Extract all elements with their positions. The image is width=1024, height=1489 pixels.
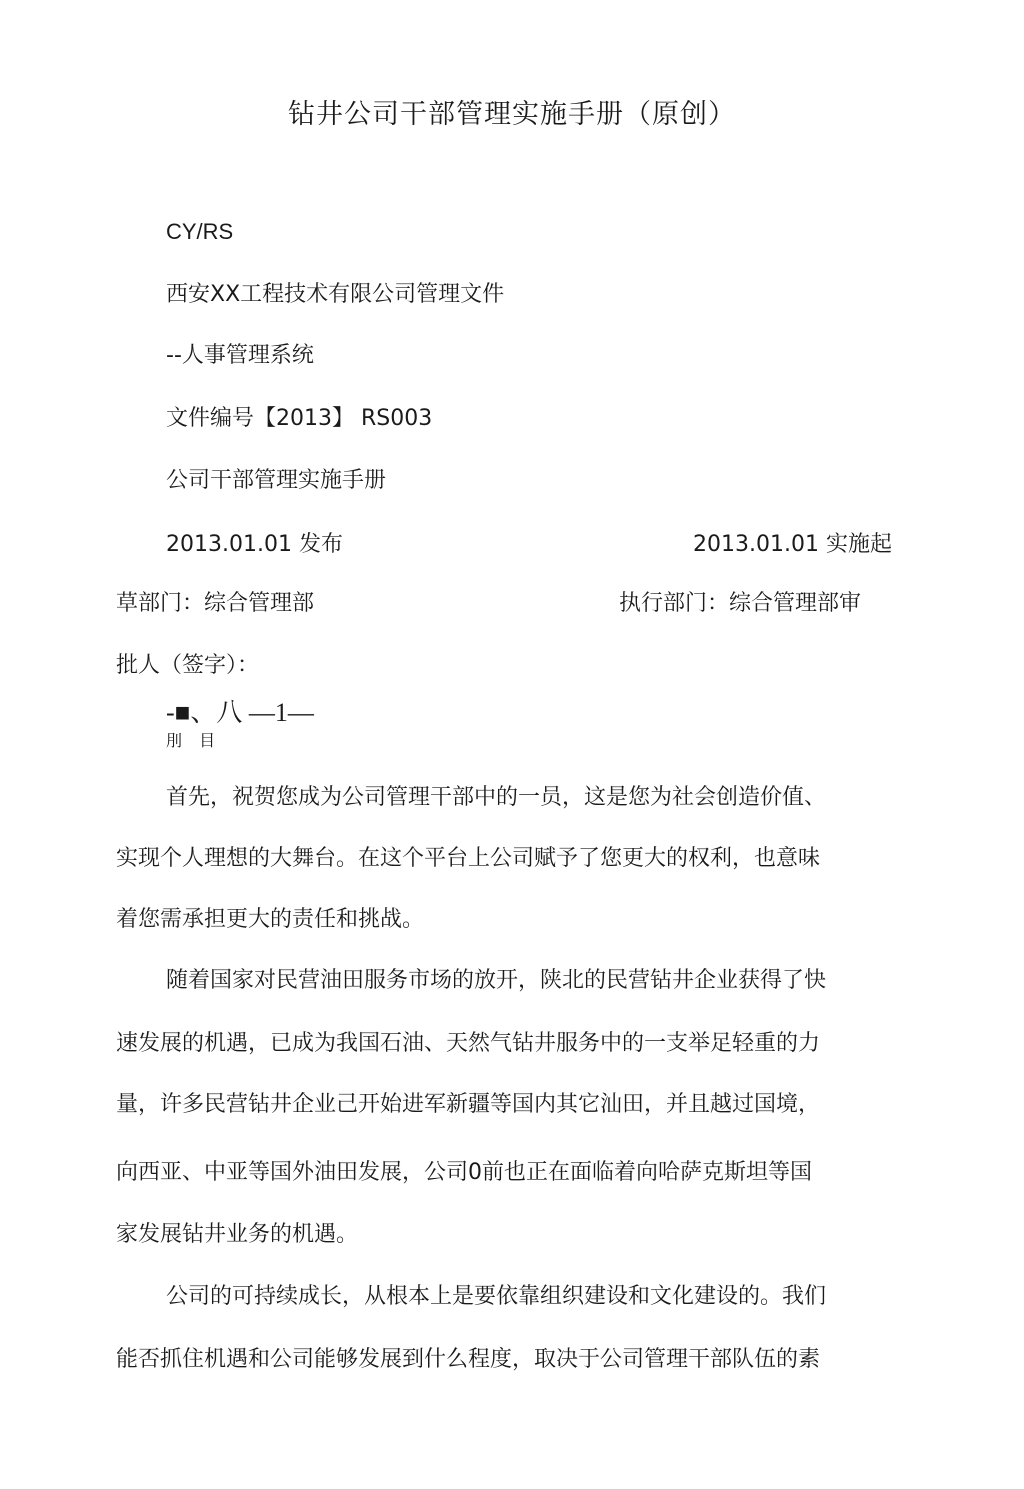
body-line: 实现个人理想的大舞台。在这个平台上公司赋予了您更大的权利，也意味 xyxy=(116,846,821,871)
body-line: 量，许多民营钻井企业己开始进军新疆等国内其它汕田，并且越过国境， xyxy=(116,1092,821,1117)
approver-signature: 批人（签字）： xyxy=(116,653,260,678)
scan-marks: -■、八 —1— xyxy=(166,698,314,727)
body-line: 公司的可持续成长，从根本上是要依靠组织建设和文化建设的。我们 xyxy=(166,1284,827,1309)
body-line: 速发展的机遇，已成为我国石油、天然气钻井服务中的一支举足轻重的力 xyxy=(116,1031,821,1056)
body-line: 首先，祝贺您成为公司管理干部中的一员，这是您为社会创造价值、 xyxy=(166,785,827,810)
file-number: 文件编号【2013】 RS003 xyxy=(166,406,433,431)
document-title: 钻井公司干部管理实施手册（原创） xyxy=(288,99,736,130)
document-code: CY/RS xyxy=(166,219,234,244)
body-line: 向西亚、中亚等国外油田发展，公司0前也正在面临着向哈萨克斯坦等国 xyxy=(116,1160,812,1185)
publish-date: 2013.01.01 发布 xyxy=(166,532,343,557)
management-system: --人事管理系统 xyxy=(166,343,314,368)
effective-date: 2013.01.01 实施起 xyxy=(693,532,892,557)
manual-name: 公司干部管理实施手册 xyxy=(166,468,387,493)
body-line: 着您需承担更大的责任和挑战。 xyxy=(116,907,425,932)
drafting-department: 草部门：综合管理部 xyxy=(116,591,315,616)
body-line: 能否抓住机遇和公司能够发展到什么程度，取决于公司管理干部队伍的素 xyxy=(116,1347,821,1372)
body-line: 随着国家对民营油田服务市场的放开，陕北的民营钻井企业获得了快 xyxy=(166,968,827,993)
executing-department: 执行部门：综合管理部审 xyxy=(619,591,862,616)
company-name: 西安XX工程技术有限公司管理文件 xyxy=(166,282,505,307)
body-line: 家发展钻井业务的机遇。 xyxy=(116,1222,359,1247)
section-heading: 刖 目 xyxy=(166,731,222,750)
